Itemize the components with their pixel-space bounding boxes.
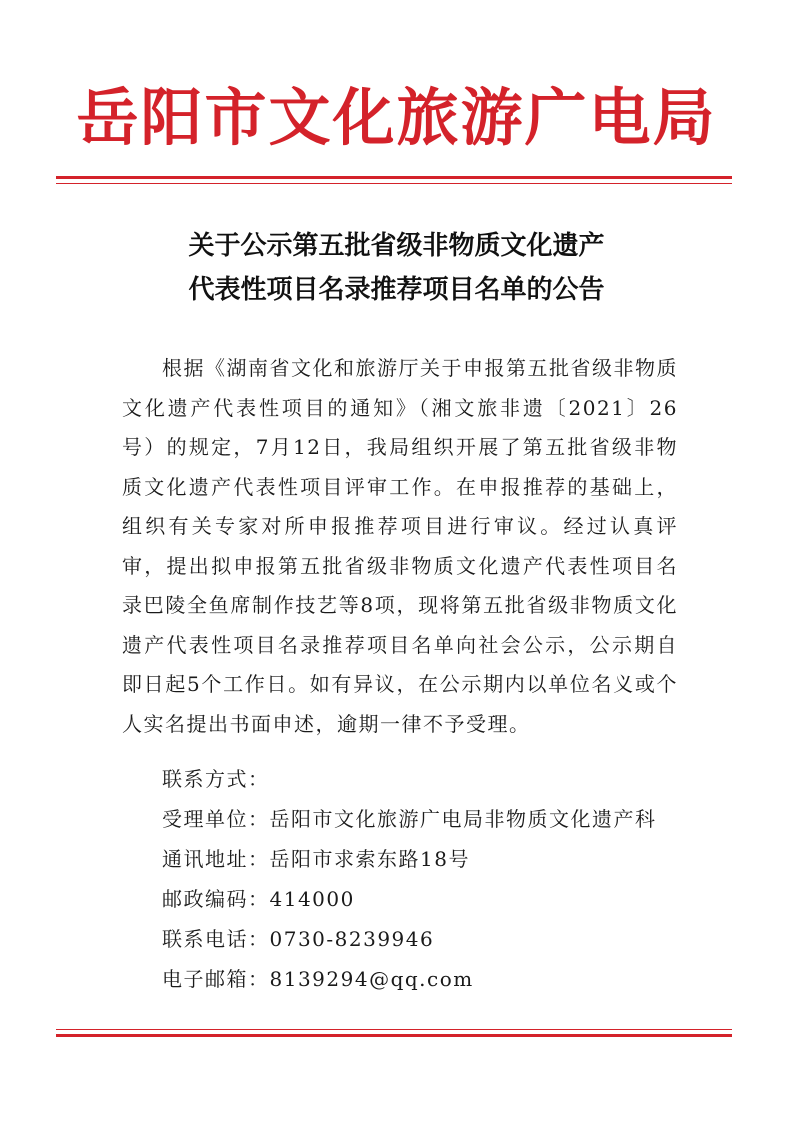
- contact-address: 通讯地址：岳阳市求索东路18号: [162, 847, 470, 871]
- contact-postcode: 邮政编码：414000: [162, 887, 355, 911]
- footer-divider-thick: [56, 1034, 732, 1037]
- contact-email: 电子邮箱：8139294@qq.com: [162, 967, 474, 991]
- contact-block: [162, 759, 657, 999]
- contact-phone: 联系电话：0730-8239946: [162, 927, 435, 951]
- notice-title-line1: 关于公示第五批省级非物质文化遗产: [188, 231, 605, 261]
- masthead-divider-thick: [56, 176, 732, 179]
- contact-unit: 受理单位：岳阳市文化旅游广电局非物质文化遗产科: [162, 807, 657, 831]
- masthead-divider-thin: [56, 183, 732, 184]
- contact-heading: 联系方式：: [162, 767, 270, 791]
- notice-title-line2: 代表性项目名录推荐项目名单的公告: [188, 275, 605, 305]
- footer-divider-thin: [56, 1029, 732, 1030]
- masthead-org-name: 岳阳市文化旅游广电局: [76, 81, 717, 154]
- notice-body: 根据《湖南省文化和旅游厅关于申报第五批省级非物质文化遗产代表性项目的通知》（湘文旅非遗〔2021〕26号）的规定，7月12日，我局组织开展了第五批省级非物质文化遗产代表性项目评审工作。在申报推荐的基础上，组织有关专家对所申报推荐项目进行审议。经过认真评审，提出拟申报第五批省级非物质文化遗产代表性项目名录巴陵全鱼席制作技艺等8项，现将第五批省级非物质文化遗产代表性项目名录推荐项目名单向社会公示，公示期自即日起5个工作日。如有异议，在公示期内以单位名义或个人实名提出书面申述，逾期一律不予受理。: [122, 356, 678, 736]
